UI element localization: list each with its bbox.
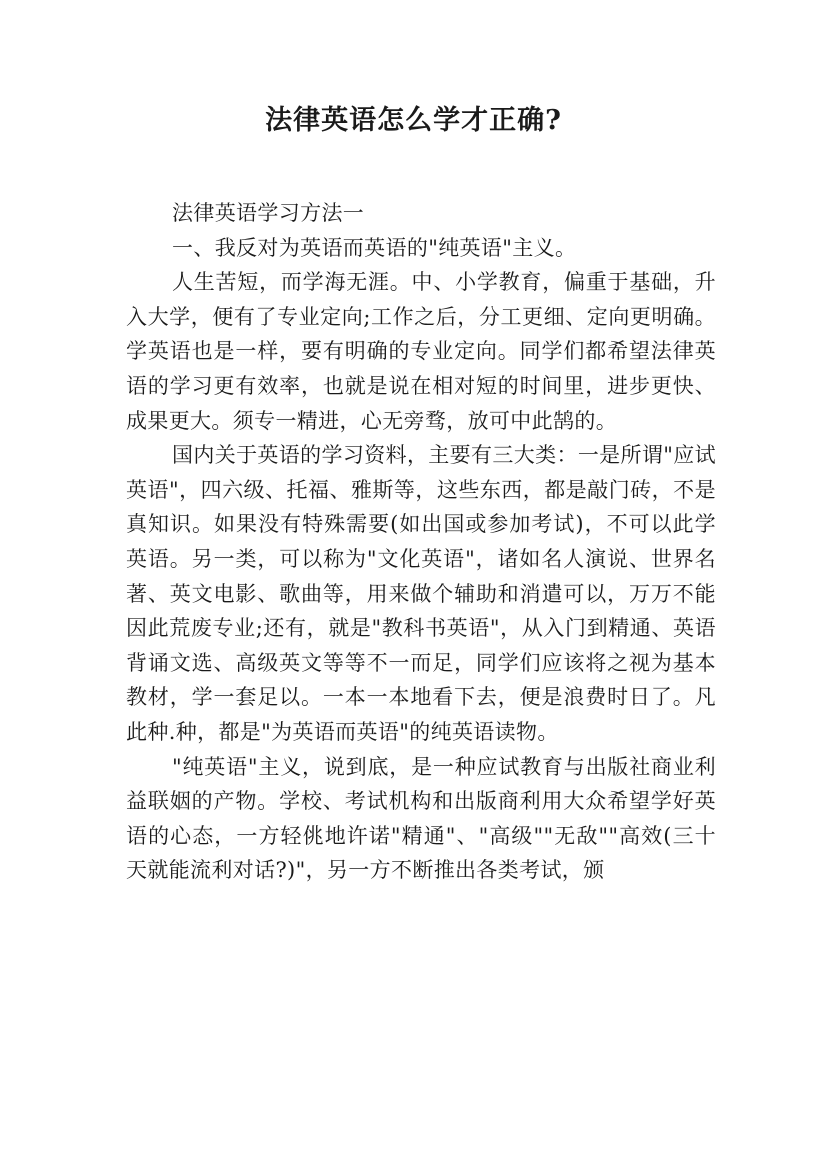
body-paragraph: 国内关于英语的学习资料，主要有三大类：一是所谓"应试英语"，四六级、托福、雅斯等，这些东西，都是敲门砖，不是真知识。如果没有特殊需要(如出国或参加考试)，不可以此学英语。另一类，可以称为"文化英语"，诸如名人演说、世界名著、英文电影、歌曲等，用来做个辅助和消遣可以，万万不能因此荒废专业;还有，就是"教科书英语"，从入门到精通、英语背诵文选、高级英文等等不一而足，同学们应该将之视为基本教材，学一套足以。一本一本地看下去，便是浪费时日了。凡此种.种，都是"为英语而英语"的纯英语读物。 [126,443,716,744]
subsection-heading: 一、我反对为英语而英语的"纯英语"主义。 [172,235,577,260]
document-body [126,196,716,888]
document-title: 法律英语怎么学才正确? [265,105,562,136]
body-paragraph: 人生苦短，而学海无涯。中、小学教育，偏重于基础，升入大学，便有了专业定向;工作之后，分工更细、定向更明确。学英语也是一样，要有明确的专业定向。同学们都希望法律英语的学习更有效率，也就是说在相对短的时间里，进步更快、成果更大。须专一精进，心无旁骛，放可中此鹄的。 [126,270,716,433]
section-heading: 法律英语学习方法一 [172,201,365,225]
body-paragraph: "纯英语"主义，说到底，是一种应试教育与出版社商业利益联姻的产物。学校、考试机构和出版商利用大众希望学好英语的心态，一方轻佻地许诺"精通"、"高级""无敌""高效(三十天就能流利对话?)"，另一方不断推出各类考试，颁 [126,754,716,883]
